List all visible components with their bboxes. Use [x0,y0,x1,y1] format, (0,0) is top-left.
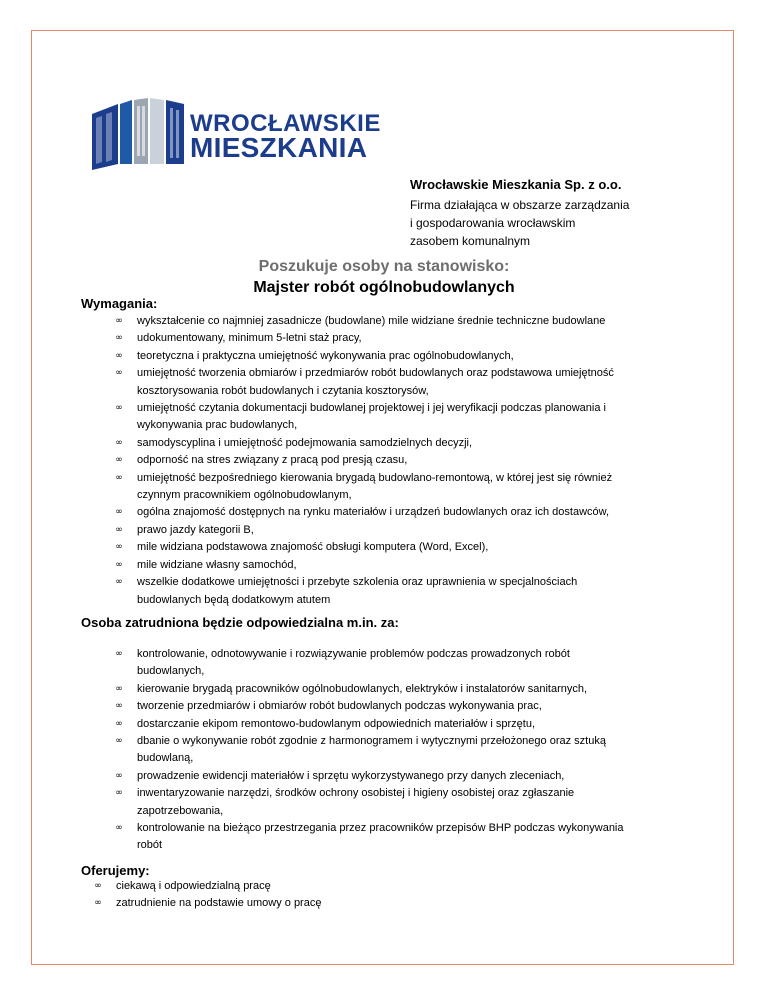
bullet-icon: ∞ [115,316,123,326]
list-item [113,733,673,768]
bullet-icon: ∞ [115,542,123,553]
list-item-text: dostarczanie ekipom remontowo-budowlanym odpowiednich materiałów i sprzętu, [137,717,536,730]
bullet-icon: ∞ [94,898,102,909]
list-item-text: prawo jazdy kategorii B, [137,523,254,536]
bullet-icon: ∞ [115,649,123,659]
list-item-text: dbanie o wykonywanie robót zgodnie z harmonogramem i wytycznymi przełożonego oraz sztuką [137,735,606,748]
list-item-text: umiejętność bezpośredniego kierowania brygadą budowlano-remontową, w której jest się również [137,471,613,484]
bullet-icon: ∞ [115,701,123,712]
list-item [113,698,673,715]
company-desc-line: zasobem komunalnym [410,234,531,248]
list-item-text: umiejętność tworzenia obmiarów i przedmiarów robót budowlanych oraz podstawowa umiejętność [137,367,614,380]
list-item [113,435,673,452]
list-item-text: udokumentowany, minimum 5-letni staż pracy, [137,332,362,345]
position-title: Majster robót ogólnobudowlanych [253,279,515,296]
bullet-icon: ∞ [115,788,123,799]
list-item-text: budowlanych będą dodatkowym atutem [137,593,331,606]
list-item [113,470,673,505]
bullet-icon: ∞ [94,881,102,891]
requirements-list [113,313,673,609]
list-item-text: ogólna znajomość dostępnych na rynku materiałów i urządzeń budowlanych oraz ich dostawców, [137,506,610,519]
bullet-icon: ∞ [115,403,123,414]
list-item [113,365,673,400]
company-name: Wrocławskie Mieszkania Sp. z o.o. [410,177,622,192]
offer-title: Oferujemy: [81,863,150,878]
list-item-text: budowlaną, [137,752,194,765]
list-item [113,785,673,820]
bullet-icon: ∞ [115,507,123,518]
logo-text-line2: MIESZKANIA [190,132,368,163]
list-item-text: umiejętność czytania dokumentacji budowlanej projektowej i jej weryfikacji podczas planowania i [137,402,606,415]
bullet-icon: ∞ [115,368,123,379]
list-item-text: kontrolowanie, odnotowywanie i rozwiązywanie problemów podczas prowadzonych robót [137,648,570,660]
bullet-icon: ∞ [115,455,123,466]
logo-text-line1: WROCŁAWSKIE [190,110,381,137]
list-item [113,504,673,521]
list-item [113,522,673,539]
list-item [113,574,673,609]
list-item-text: mile widziana podstawowa znajomość obsługi komputera (Word, Excel), [137,541,489,554]
list-item [92,878,652,895]
bullet-icon: ∞ [115,350,123,361]
bullet-icon: ∞ [115,559,123,570]
bullet-icon: ∞ [115,683,123,694]
list-item [113,348,673,365]
bullet-icon: ∞ [115,823,123,834]
bullet-icon: ∞ [115,577,123,588]
list-item-text: zapotrzebowania, [137,804,224,817]
list-item-text: prowadzenie ewidencji materiałów i sprzętu wykorzystywanego przy danych zleceniach, [137,769,565,782]
bullet-icon: ∞ [115,770,123,781]
list-item-text: inwentaryzowanie narzędzi, środków ochrony osobistej i higieny osobistej oraz zgłaszanie [137,787,575,800]
list-item [113,313,673,330]
logo-building-mark [92,98,188,170]
list-item-text: kosztorysowania robót budowlanych i czytania kosztorysów, [137,384,429,397]
company-desc-line: Firma działająca w obszarze zarządzania [410,198,630,212]
list-item-text: wszelkie dodatkowe umiejętności i przebyte szkolenia oraz uprawnienia w specjalnościach [137,576,578,589]
list-item [113,768,673,785]
list-item [113,646,673,681]
list-item-text: robót [137,839,163,852]
list-item [113,820,673,855]
list-item-text: ciekawą i odpowiedzialną pracę [116,880,271,892]
bullet-icon: ∞ [115,472,123,483]
list-item [113,681,673,698]
company-desc-line: i gospodarowania wrocławskim [410,216,576,230]
list-item [92,895,652,912]
list-item [113,330,673,347]
list-item [113,452,673,469]
list-item [113,557,673,574]
company-logo [92,98,381,170]
bullet-icon: ∞ [115,333,123,344]
position-intro: Poszukuje osoby na stanowisko: [258,258,510,275]
list-item-text: wykształcenie co najmniej zasadnicze (budowlane) mile widziane średnie techniczne budowlane [137,315,606,327]
list-item-text: tworzenie przedmiarów i obmiarów robót budowlanych podczas wykonywania prac, [137,700,542,713]
bullet-icon: ∞ [115,736,123,747]
list-item-text: kierowanie brygadą pracowników ogólnobudowlanych, elektryków i instalatorów sanitarnych, [137,682,588,695]
list-item-text: mile widziane własny samochód, [137,558,297,571]
list-item [113,716,673,733]
responsibilities-title: Osoba zatrudniona będzie odpowiedzialna m.in. za: [81,615,399,630]
list-item-text: wykonywania prac budowlanych, [137,419,298,432]
offer-list [92,878,652,913]
list-item [113,400,673,435]
requirements-title: Wymagania: [81,296,158,311]
list-item-text: samodyscyplina i umiejętność podejmowania samodzielnych decyzji, [137,436,473,449]
list-item-text: czynnym pracownikiem ogólnobudowlanym, [137,489,352,502]
list-item-text: kontrolowanie na bieżąco przestrzegania przez pracowników przepisów BHP podczas wykonywania [137,822,624,835]
list-item-text: zatrudnienie na podstawie umowy o pracę [116,897,322,910]
list-item [113,539,673,556]
bullet-icon: ∞ [115,437,123,448]
company-info [410,176,629,250]
list-item-text: odporność na stres związany z pracą pod presją czasu, [137,454,408,467]
bullet-icon: ∞ [115,718,123,729]
bullet-icon: ∞ [115,524,123,535]
responsibilities-list [113,646,673,855]
list-item-text: teoretyczna i praktyczna umiejętność wykonywania prac ogólnobudowlanych, [137,349,514,362]
list-item-text: budowlanych, [137,665,205,678]
